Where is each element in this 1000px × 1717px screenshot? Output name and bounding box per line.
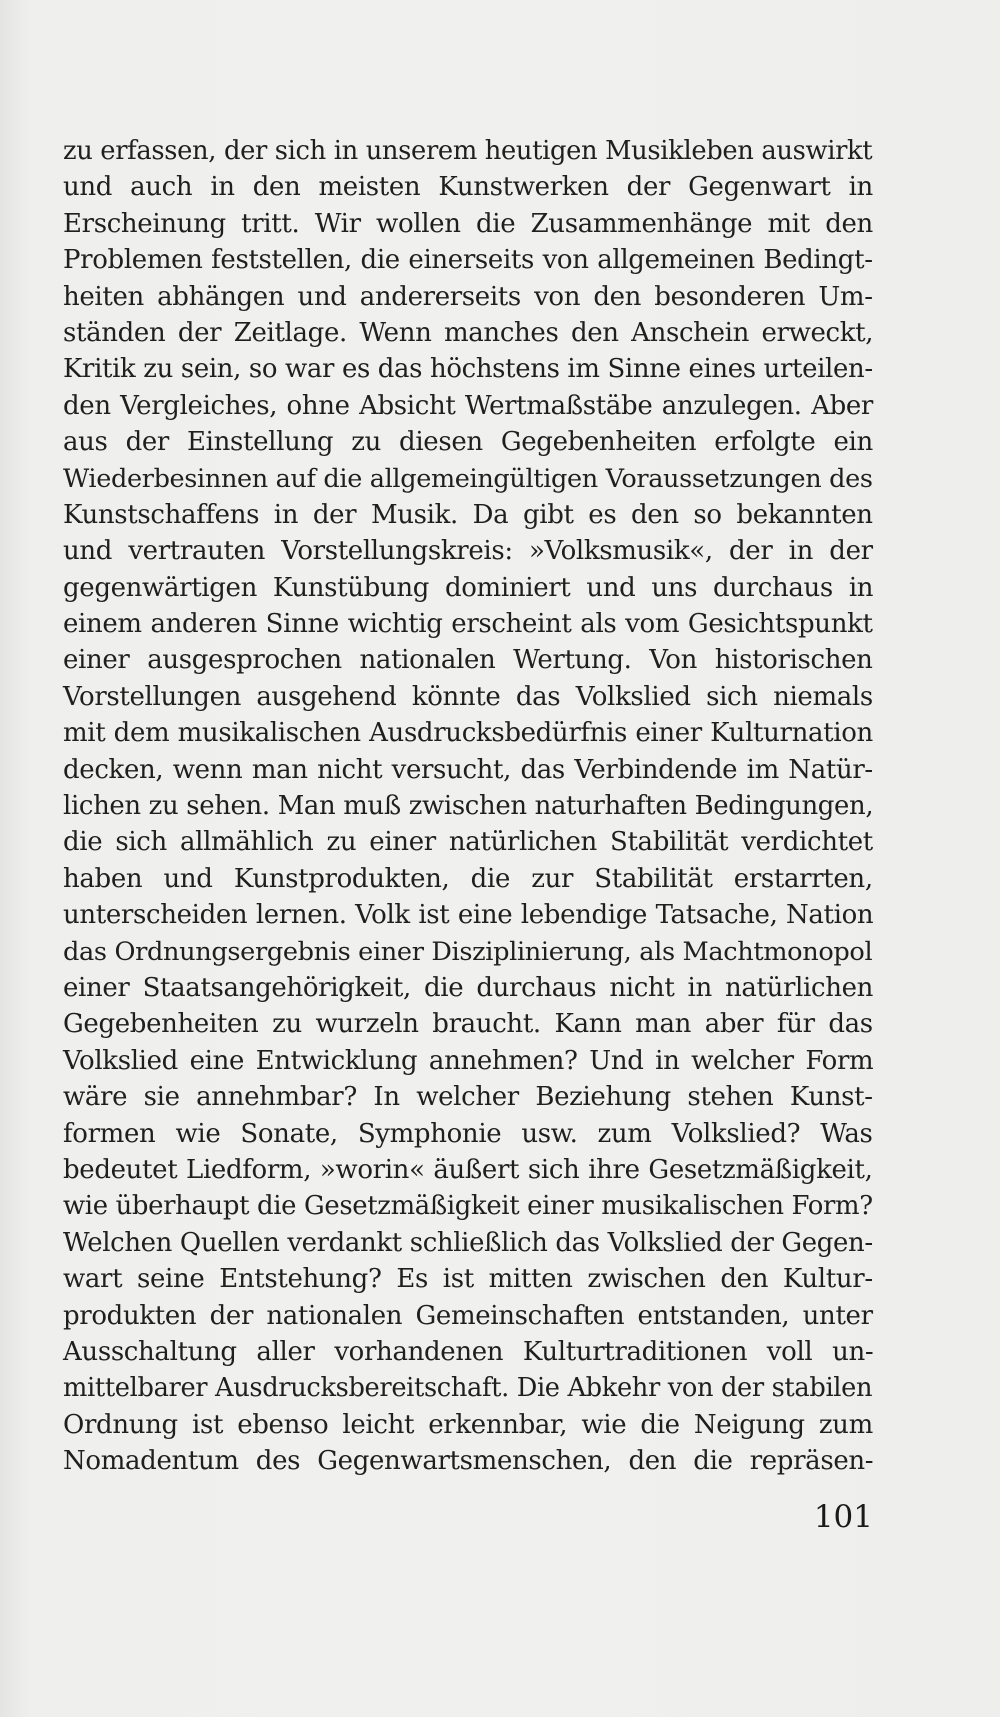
text-line: unterscheiden lernen. Volk ist eine lebendige Tatsache, Nation xyxy=(63,900,874,931)
text-line: heiten abhängen und andererseits von den besonderen Um- xyxy=(63,281,873,312)
text-line: produkten der nationalen Gemeinschaften entstanden, unter xyxy=(63,1300,873,1331)
text-line: gegenwärtigen Kunstübung dominiert und uns durchaus in xyxy=(63,572,874,603)
page-number: 101 xyxy=(813,1499,873,1535)
text-line: Problemen feststellen, die einerseits von allgemeinen Bedingt- xyxy=(63,245,873,276)
text-line: Ausschaltung aller vorhandenen Kulturtraditionen voll un- xyxy=(63,1336,874,1367)
text-line: Volkslied eine Entwicklung annehmen? Und in welcher Form xyxy=(63,1045,874,1076)
text-line: bedeutet Liedform, »worin« äußert sich ihre Gesetzmäßigkeit, xyxy=(63,1154,873,1185)
text-line: lichen zu sehen. Man muß zwischen naturhaften Bedingungen, xyxy=(63,791,874,822)
text-line: Erscheinung tritt. Wir wollen die Zusammenhänge mit den xyxy=(63,208,873,239)
text-line: die sich allmählich zu einer natürlichen Stabilität verdichtet xyxy=(63,827,873,858)
text-line: Kritik zu sein, so war es das höchstens im Sinne eines urteilen- xyxy=(63,354,873,385)
body-text xyxy=(63,133,873,1479)
text-line: formen wie Sonate, Symphonie usw. zum Volkslied? Was xyxy=(63,1118,873,1149)
text-line: wie überhaupt die Gesetzmäßigkeit einer musikalischen Form? xyxy=(63,1191,873,1222)
text-line: decken, wenn man nicht versucht, das Verbindende im Natür- xyxy=(63,754,873,785)
text-line: und auch in den meisten Kunstwerken der Gegenwart in xyxy=(63,172,873,203)
text-line: wart seine Entstehung? Es ist mitten zwischen den Kultur- xyxy=(63,1264,873,1295)
text-line: Nomadentum des Gegenwartsmenschen, den die repräsen- xyxy=(63,1446,874,1477)
text-line: Ordnung ist ebenso leicht erkennbar, wie die Neigung zum xyxy=(63,1409,873,1440)
text-line: Kunstschaffens in der Musik. Da gibt es den so bekannten xyxy=(63,499,873,530)
text-line: ständen der Zeitlage. Wenn manches den Anschein erweckt, xyxy=(63,317,874,348)
text-line: haben und Kunstprodukten, die zur Stabilität erstarrten, xyxy=(63,863,873,894)
text-line: den Vergleiches, ohne Absicht Wertmaßstäbe anzulegen. Aber xyxy=(63,390,873,421)
text-line: wäre sie annehmbar? In welcher Beziehung stehen Kunst- xyxy=(63,1082,873,1113)
text-line: einem anderen Sinne wichtig erscheint als vom Gesichtspunkt xyxy=(63,609,873,640)
text-line: das Ordnungsergebnis einer Disziplinierung, als Machtmonopol xyxy=(63,936,873,967)
text-line: Wiederbesinnen auf die allgemeingültigen Voraussetzungen des xyxy=(63,463,873,494)
text-line: aus der Einstellung zu diesen Gegebenheiten erfolgte ein xyxy=(63,427,873,458)
text-line: mittelbarer Ausdrucksbereitschaft. Die Abkehr von der stabilen xyxy=(63,1373,873,1404)
text-line: und vertrauten Vorstellungskreis: »Volksmusik«, der in der xyxy=(63,536,873,567)
text-line: einer ausgesprochen nationalen Wertung. Von historischen xyxy=(63,645,873,676)
text-line: einer Staatsangehörigkeit, die durchaus nicht in natürlichen xyxy=(63,972,874,1003)
text-line: mit dem musikalischen Ausdrucksbedürfnis einer Kulturnation xyxy=(63,718,873,749)
text-line: zu erfassen, der sich in unserem heutigen Musikleben auswirkt xyxy=(63,136,873,166)
text-line: Vorstellungen ausgehend könnte das Volkslied sich niemals xyxy=(63,681,873,712)
text-line: Gegebenheiten zu wurzeln braucht. Kann man aber für das xyxy=(63,1009,873,1040)
text-line: Welchen Quellen verdankt schließlich das Volkslied der Gegen- xyxy=(63,1227,873,1258)
